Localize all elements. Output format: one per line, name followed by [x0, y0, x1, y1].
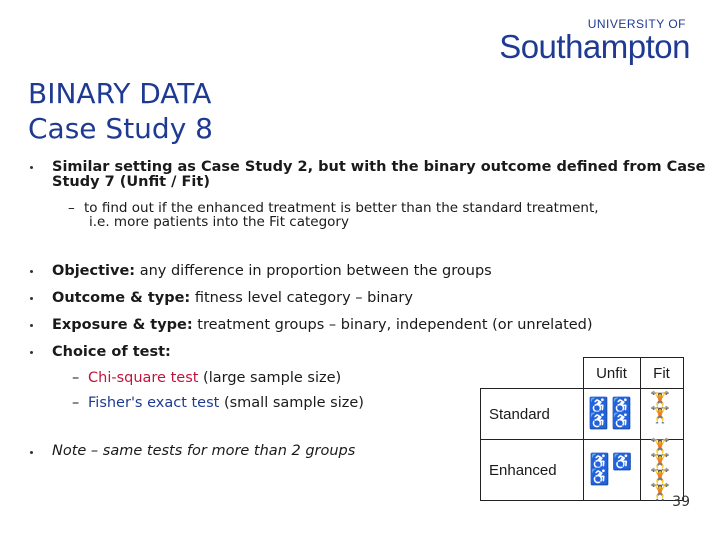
bullet-dot [30, 324, 33, 327]
table-corner [481, 358, 584, 389]
note-value: – same tests for more than 2 groups [86, 443, 356, 459]
test-option-chi-square [72, 371, 341, 385]
standard-unfit-cell [583, 389, 640, 440]
chi-square-link: Chi-square test [88, 370, 199, 386]
sitting-person-icon: ♿♿ ♿♿ [588, 398, 635, 430]
row-standard: Standard [481, 389, 584, 440]
table-row [481, 389, 684, 440]
col-unfit: Unfit [583, 358, 640, 389]
exposure-value: treatment groups – binary, independent (or unrelated) [192, 317, 593, 333]
objective-label: Objective: [52, 263, 136, 279]
objective-value: any difference in proportion between the groups [135, 263, 492, 279]
fisher-link: Fisher's exact test [88, 395, 220, 411]
table-row [481, 440, 684, 501]
setting-subpoint [68, 201, 599, 229]
setting-sub-line-2: i.e. more patients into the Fit category [89, 214, 349, 230]
row-enhanced: Enhanced [481, 440, 584, 501]
bullet-dot [30, 351, 33, 354]
standard-fit-cell [640, 389, 683, 440]
weightlifter-icon: 🏋🏋 [650, 392, 673, 424]
setting-sub-line-1: to find out if the enhanced treatment is better than the standard treatment, [84, 200, 599, 216]
bullet-dot [30, 270, 33, 273]
enhanced-unfit-cell [583, 440, 640, 501]
setting-text [52, 160, 706, 190]
enhanced-fit-cell [640, 440, 683, 501]
title-line-1: BINARY DATA [28, 77, 212, 110]
weightlifter-icon: 🏋🏋 🏋🏋 [650, 439, 673, 501]
note-label: Note [52, 443, 87, 459]
setting-line-1: Similar setting as Case Study 2, but with the binary outcome defined from Case [52, 159, 706, 175]
bullet-dot [30, 166, 33, 169]
logo-southampton: Southampton [499, 28, 690, 65]
outcome-text [52, 291, 413, 306]
dash-glyph: – [72, 395, 80, 411]
exposure-label: Exposure & type: [52, 317, 193, 333]
page-number: 39 [672, 494, 690, 510]
fisher-note: (small sample size) [219, 395, 364, 411]
slide-title [28, 76, 213, 146]
bullet-dot [30, 451, 33, 454]
title-line-2: Case Study 8 [28, 112, 213, 145]
table-header-row [481, 358, 684, 389]
col-fit: Fit [640, 358, 683, 389]
university-logo [499, 18, 690, 64]
contingency-table [480, 357, 684, 501]
outcome-value: fitness level category – binary [190, 290, 413, 306]
test-option-fisher [72, 396, 364, 410]
dash-glyph: – [68, 200, 75, 216]
logo-university-of: UNIVERSITY OF [587, 17, 686, 31]
exposure-text [52, 318, 593, 333]
choice-label: Choice of test: [52, 344, 171, 360]
setting-line-2: Study 7 (Unfit / Fit) [52, 174, 210, 190]
dash-glyph: – [72, 370, 80, 386]
note-text [52, 444, 355, 459]
chi-square-note: (large sample size) [198, 370, 342, 386]
outcome-label: Outcome & type: [52, 290, 191, 306]
objective-text [52, 264, 492, 279]
bullet-dot [30, 297, 33, 300]
sitting-person-icon: ♿♿ ♿ [589, 454, 636, 486]
